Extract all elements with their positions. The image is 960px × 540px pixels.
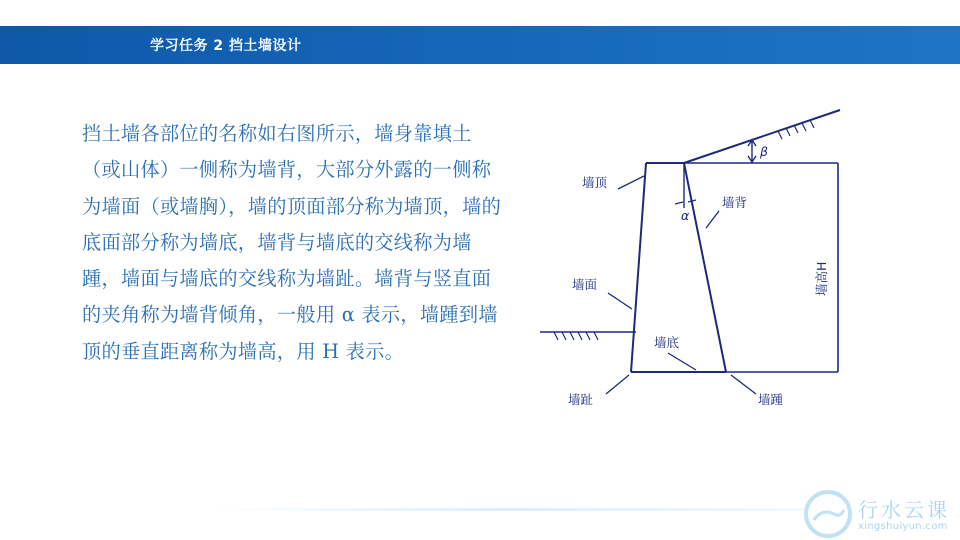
label-back: 墙背	[722, 195, 748, 210]
label-alpha: α	[681, 208, 690, 223]
watermark-name: 行水云课	[858, 498, 950, 522]
label-toe: 墙趾	[568, 392, 594, 407]
page-title: 学习任务 2 挡土墙设计	[150, 38, 302, 54]
beta-angle-marker	[748, 140, 756, 162]
label-bottom: 墙底	[654, 335, 680, 350]
front-ground-hatch	[554, 332, 598, 340]
label-heel: 墙踵	[758, 392, 784, 407]
header-bar	[0, 26, 960, 64]
label-top: 墙顶	[582, 175, 608, 190]
watermark-url: xingshuiyun.com	[858, 521, 948, 532]
retaining-wall-diagram	[536, 96, 856, 416]
label-height: 墙高H	[814, 261, 829, 296]
bottom-divider	[208, 508, 808, 511]
label-beta: β	[760, 144, 768, 159]
wall-face-line	[631, 163, 646, 372]
label-face: 墙面	[572, 277, 598, 292]
description-text	[82, 116, 502, 370]
wall-back-line	[684, 163, 726, 372]
description-paragraph: 挡土墙各部位的名称如右图所示，墙身靠填土（或山体）一侧称为墙背，大部分外露的一侧称为墙面（或墙胸），墙的顶面部分称为墙顶，墙的底面部分称为墙底，墙背与墙底的交线称为墙踵，墙面与墙底的交线称为墙趾。墙背与竖直面的夹角称为墙背倾角，一般用 α 表示，墙踵到墙顶的垂直距离称为墙高，用 H 表示。	[82, 122, 502, 363]
